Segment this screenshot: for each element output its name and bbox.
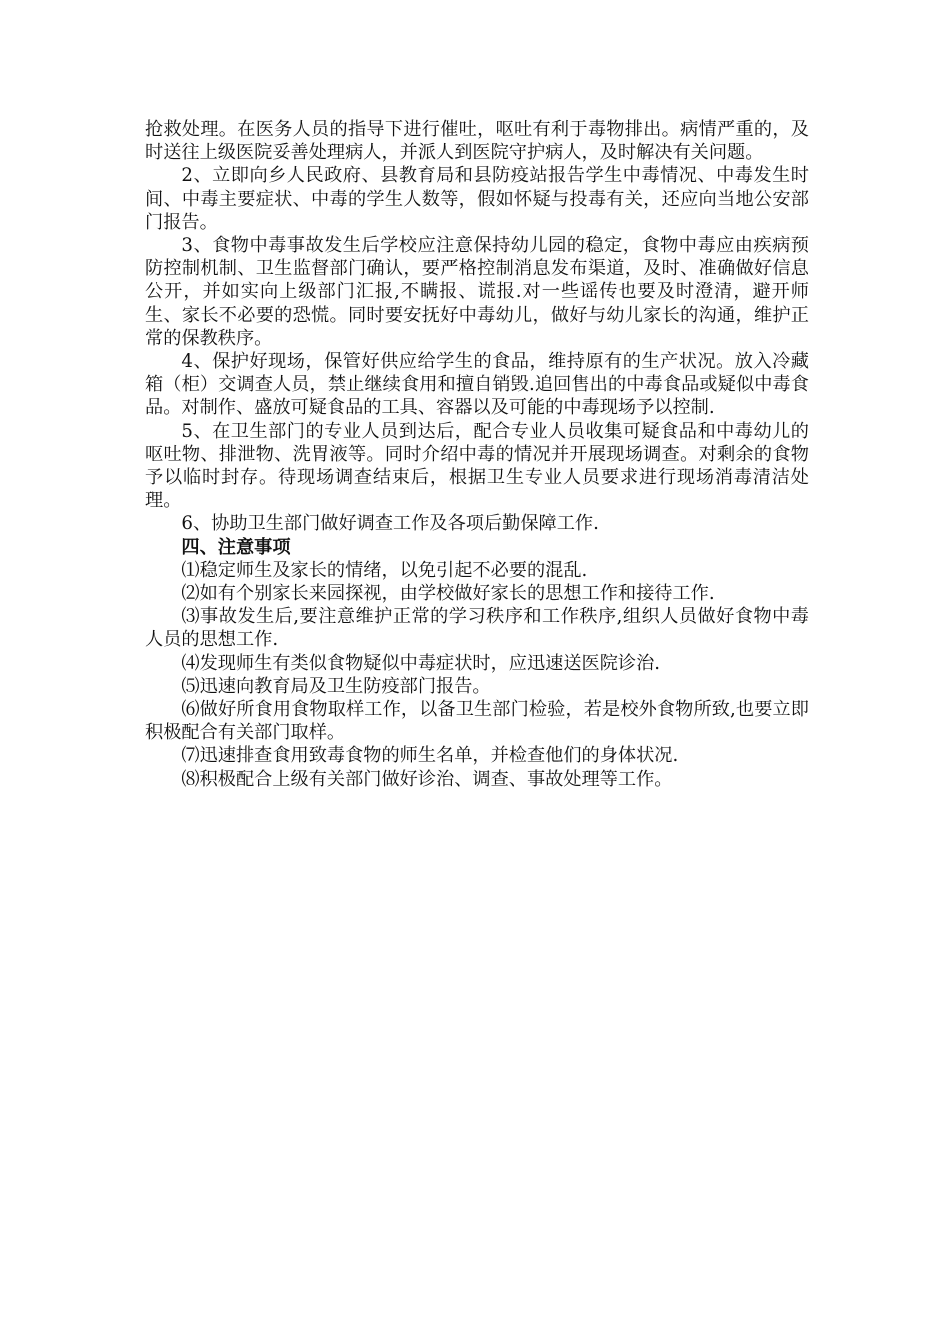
note-item-1: ⑴稳定师生及家长的情绪，以免引起不必要的混乱.	[181, 559, 588, 581]
section-heading: 四、注意事项	[181, 536, 291, 558]
note-item-8: ⑻积极配合上级有关部门做好诊治、调查、事故处理等工作。	[181, 768, 673, 790]
paragraph-item-2: 2、立即向乡人民政府、县教育局和县防疫站报告学生中毒情况、中毒发生时间、中毒主要症状、中毒的学生人数等，假如怀疑与投毒有关，还应向当地公安部门报告。	[145, 165, 809, 233]
note-item-7: ⑺迅速排查食用致毒食物的师生名单，并检查他们的身体状况.	[181, 745, 679, 767]
paragraph-item-5: 5、在卫生部门的专业人员到达后，配合专业人员收集可疑食品和中毒幼儿的呕吐物、排泄物、洗胃液等。同时介绍中毒的情况并开展现场调查。对剩余的食物予以临时封存。待现场调查结束后，根据卫生专业人员要求进行现场消毒清洁处理。	[145, 420, 809, 512]
note-item-5: ⑸迅速向教育局及卫生防疫部门报告。	[181, 675, 491, 697]
paragraph-item-6: 6、协助卫生部门做好调查工作及各项后勤保障工作.	[181, 513, 599, 535]
paragraph-item-3: 3、食物中毒事故发生后学校应注意保持幼儿园的稳定，食物中毒应由疾病预防控制机制、卫生监督部门确认，要严格控制消息发布渠道，及时、准确做好信息公开，并如实向上级部门汇报,不瞒报、谎报.对一些谣传也要及时澄清，避开师生、家长不必要的恐慌。同时要安抚好中毒幼儿，做好与幼儿家长的沟通，维护正常的保教秩序。	[145, 235, 809, 349]
note-item-4: ⑷发现师生有类似食物疑似中毒症状时，应迅速送医院诊治.	[181, 652, 661, 674]
paragraph-continuation: 抢救处理。在医务人员的指导下进行催吐，呕吐有利于毒物排出。病情严重的，及时送往上级医院妥善处理病人，并派人到医院守护病人，及时解决有关问题。	[145, 119, 809, 164]
paragraph-item-4: 4、保护好现场，保管好供应给学生的食品，维持原有的生产状况。放入冷藏箱（柜）交调查人员，禁止继续食用和擅自销毁.追回售出的中毒食品或疑似中毒食品。对制作、盛放可疑食品的工具、容器以及可能的中毒现场予以控制.	[145, 351, 809, 419]
document-body	[145, 118, 809, 791]
note-item-6: ⑹做好所食用食物取样工作，以备卫生部门检验，若是校外食物所致,也要立即积极配合有关部门取样。	[145, 699, 809, 744]
note-item-3: ⑶事故发生后,要注意维护正常的学习秩序和工作秩序,组织人员做好食物中毒人员的思想工作.	[145, 606, 809, 651]
note-item-2: ⑵如有个别家长来园探视，由学校做好家长的思想工作和接待工作.	[181, 583, 715, 605]
